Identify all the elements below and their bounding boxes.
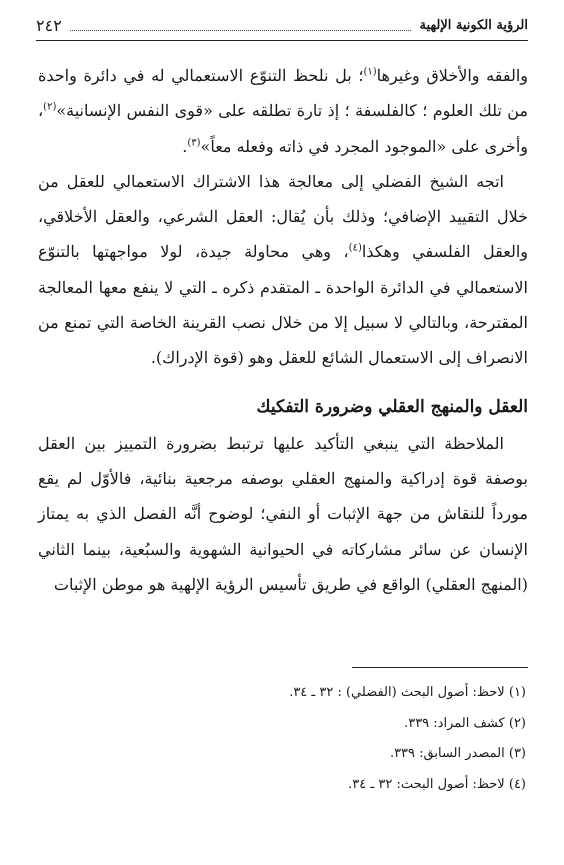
paragraph-text: ، وأخرى على «الموجود المجرد في ذاته وفعله معاً»: [38, 101, 528, 156]
paragraph-text: ؛ بل نلحظ التنوّع الاستعمالي له في دائرة واحدة من تلك العلوم ؛ كالفلسفة ؛ إذ تارة تطلقه على «قوى النفس الإنسانية»: [38, 66, 528, 121]
footnote-separator: [352, 667, 528, 668]
paragraph-2: [38, 164, 528, 376]
page-header: [36, 10, 528, 41]
paragraph-text: ، وهي محاولة جيدة، لولا مواجهتها بالتنوّع الاستعمالي في الدائرة الواحدة ـ المتقدم ذكره ـ التي لا ينفع معها المعالجة المقترحة، وبالتالي لا سبيل إلا من خلال نصب القرينة الخاصة التي تمنع من الانصراف إلى الاستعمال الشائع للعقل وهو (قوة الإدراك).: [38, 242, 528, 368]
footnote-ref: (٣): [187, 137, 201, 149]
footnotes: [40, 678, 526, 800]
footnote-4: (٤) لاحظ: أصول البحث: ٣٢ ـ ٣٤.: [348, 776, 526, 792]
paragraph-text: والفقه والأخلاق وغيرها: [376, 66, 528, 85]
header-dotted-leader: [70, 20, 412, 31]
page-number: ٢٤٢: [36, 15, 62, 35]
paragraph-text: اتجه الشيخ الفضلي إلى معالجة هذا الاشتراك الاستعمالي للعقل من خلال التقييد الإضافي؛ وذلك بأن يُقال: العقل الشرعي، والعقل الأخلاقي، والعقل الفلسفي وهكذا: [38, 171, 529, 262]
paragraph-text: .: [182, 136, 188, 156]
running-title: الرؤية الكونية الإلهية: [419, 17, 528, 33]
section-heading: العقل والمنهج العقلي وضرورة التفكيك: [256, 396, 528, 417]
footnote-ref: (٤): [348, 243, 362, 255]
footnote-2: (٢) كشف المراد: ٣٣٩.: [404, 715, 526, 731]
paragraph-3: الملاحظة التي ينبغي التأكيد عليها ترتبط بضرورة التمييز بين العقل بوصفة قوة إدراكية والمنهج العقلي بوصفه مرجعية بنائية، فالأوّل لم يقع مورداً للنقاش من جهة الإثبات أو النفي؛ لوضوح أنَّه الفصل الذي به يمتاز الإنسان عن سائر مشاركاته في الحيوانية الشهوية والسبُعية، بينما الثاني (المنهج العقلي) الواقع في طريق تأسيس الرؤية الإلهية هو موطن الإثبات: [38, 433, 528, 594]
footnote-ref: (٢): [43, 101, 57, 113]
footnote-1: (١) لاحظ: أصول البحث (الفضلي) : ٣٢ ـ ٣٤.: [289, 685, 526, 700]
main-text: [38, 58, 528, 602]
paragraph-1: [38, 58, 528, 164]
footnote-3: (٣) المصدر السابق: ٣٣٩.: [389, 746, 526, 761]
footnote-ref: (١): [363, 66, 377, 78]
